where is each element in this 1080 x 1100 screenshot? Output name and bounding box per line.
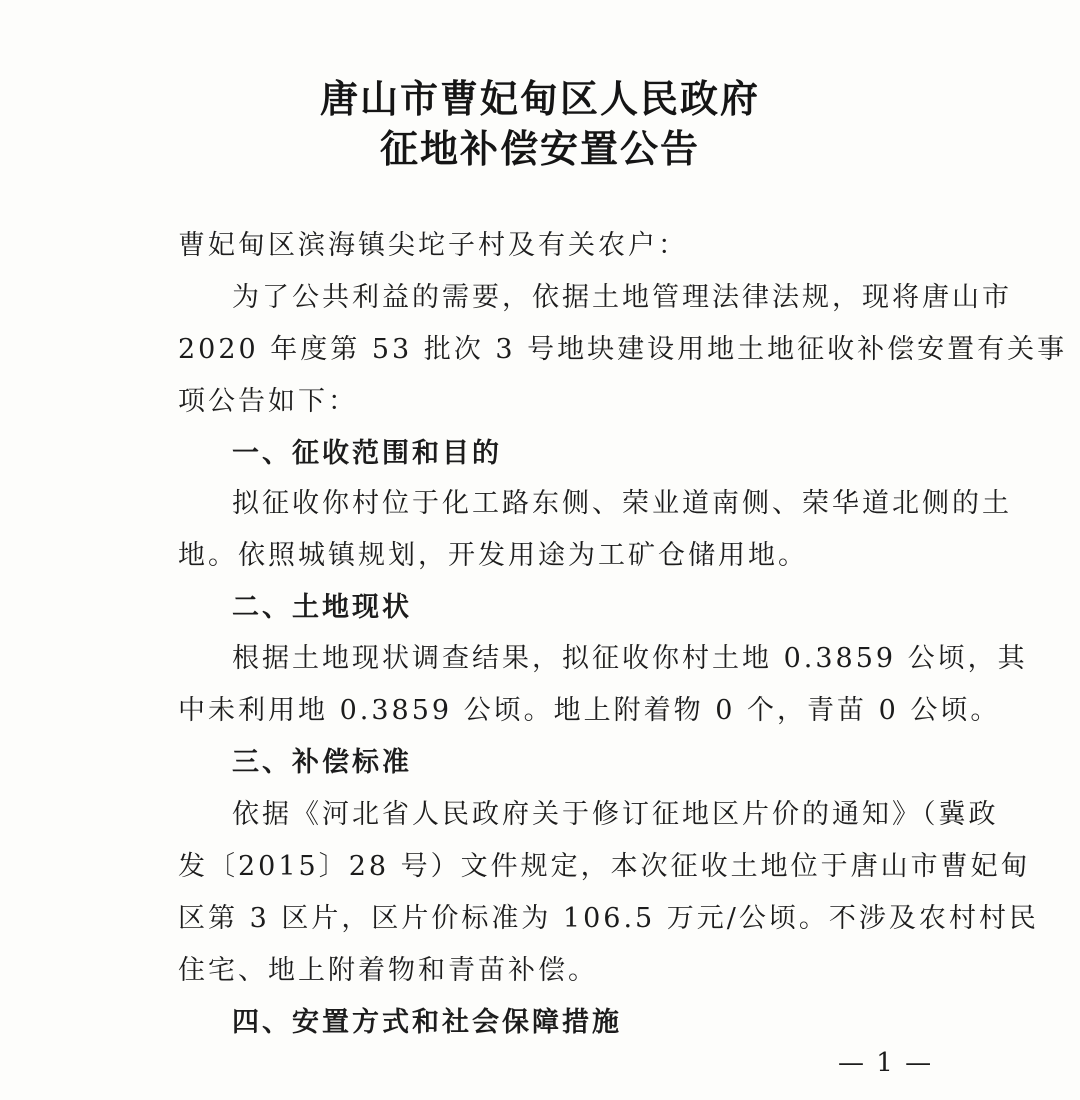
section-2-line-1: 根据土地现状调查结果，拟征收你村土地 0.3859 公顷，其: [232, 643, 1028, 674]
page-number: — 1 —: [838, 1048, 934, 1078]
section-1-heading: 一、征收范围和目的: [232, 438, 502, 469]
section-2-line-2: 中未利用地 0.3859 公顷。地上附着物 0 个，青苗 0 公顷。: [178, 695, 1001, 726]
section-2-heading: 二、土地现状: [232, 592, 412, 623]
section-3-line-4: 住宅、地上附着物和青苗补偿。: [178, 955, 598, 986]
section-3-line-2: 发〔2015〕28 号）文件规定，本次征收土地位于唐山市曹妃甸: [178, 851, 1031, 882]
section-4-heading: 四、安置方式和社会保障措施: [232, 1007, 622, 1038]
intro-line-2: 2020 年度第 53 批次 3 号地块建设用地土地征收补偿安置有关事: [178, 334, 1068, 365]
intro-line-3: 项公告如下：: [178, 386, 358, 417]
section-3-heading: 三、补偿标准: [232, 747, 412, 778]
intro-line-1: 为了公共利益的需要，依据土地管理法律法规，现将唐山市: [232, 282, 1012, 313]
document-title-line-2: 征地补偿安置公告: [379, 126, 700, 171]
section-3-line-3: 区第 3 区片，区片价标准为 106.5 万元/公顷。不涉及农村村民: [178, 903, 1039, 934]
section-1-line-2: 地。依照城镇规划，开发用途为工矿仓储用地。: [178, 540, 808, 571]
addressee: 曹妃甸区滨海镇尖坨子村及有关农户：: [178, 230, 688, 261]
document-title-line-1: 唐山市曹妃甸区人民政府: [319, 76, 760, 121]
section-1-line-1: 拟征收你村位于化工路东侧、荣业道南侧、荣华道北侧的土: [232, 488, 1012, 519]
section-3-line-1: 依据《河北省人民政府关于修订征地区片价的通知》（冀政: [232, 799, 999, 830]
